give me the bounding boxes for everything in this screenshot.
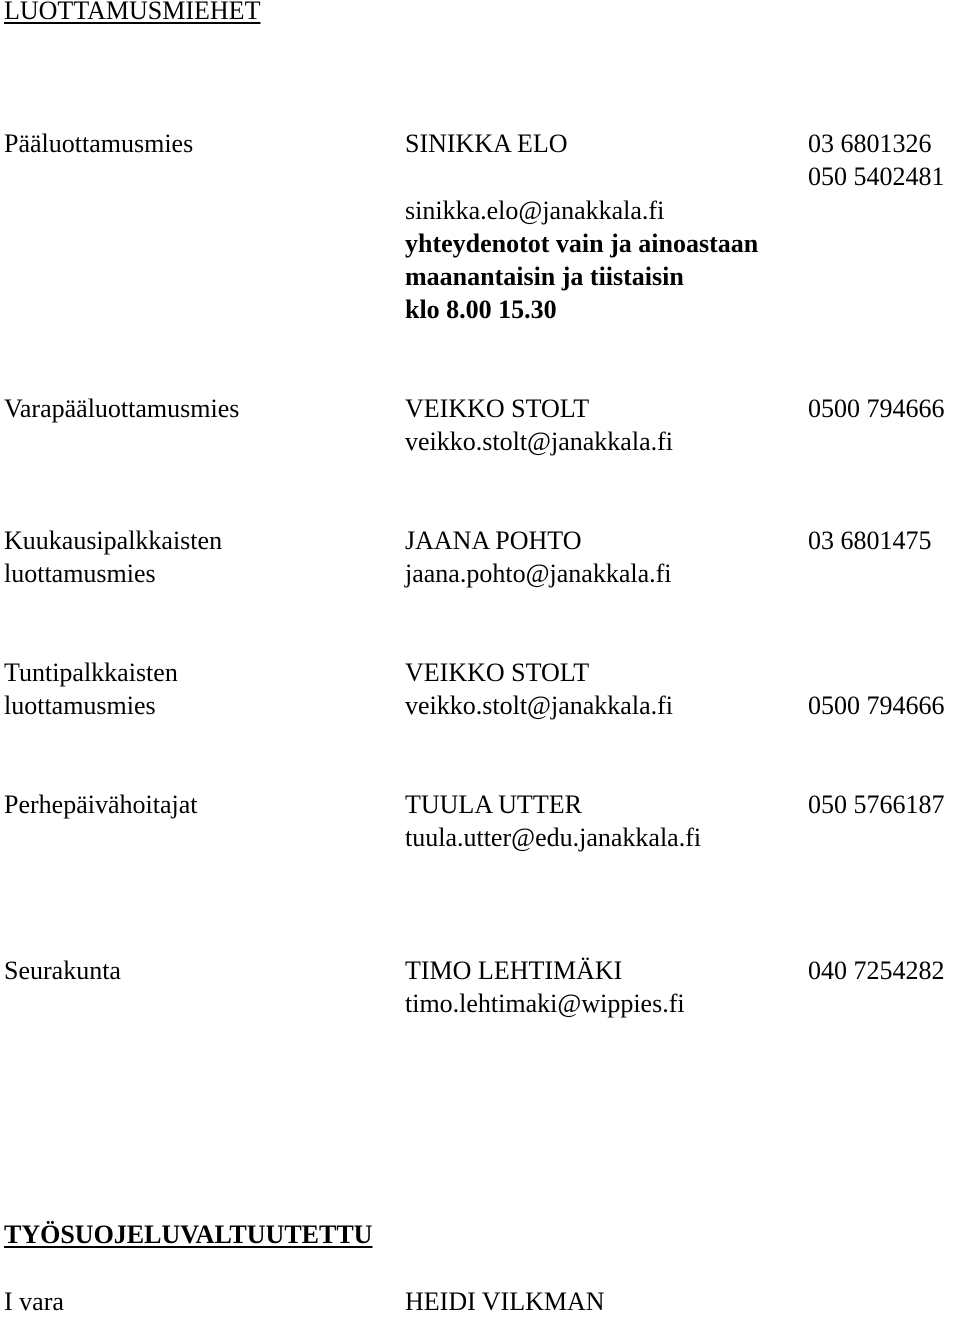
phone-number: 0500 794666 [808,394,945,423]
phone-number: 0500 794666 [808,691,945,720]
contact-name: VEIKKO STOLT [405,394,590,423]
phone-number: 050 5402481 [808,162,945,191]
contact-name: TIMO LEHTIMÄKI [405,956,623,985]
section-title: TYÖSUOJELUVALTUUTETTU [4,1220,373,1249]
email-link[interactable]: jaana.pohto@janakkala.fi [405,559,672,588]
contact-name: HEIDI VILKMAN [405,1287,605,1316]
role-label: Varapääluottamusmies [4,394,240,423]
phone-number: 03 6801475 [808,526,932,555]
contact-note-line: yhteydenotot vain ja ainoastaan [405,229,759,258]
phone-number: 050 5766187 [808,790,945,819]
role-label: Seurakunta [4,956,121,985]
contact-name: TUULA UTTER [405,790,582,819]
role-label: Pääluottamusmies [4,129,194,158]
role-label: luottamusmies [4,559,156,588]
contact-name: SINIKKA ELO [405,129,568,158]
email-link[interactable]: tuula.utter@edu.janakkala.fi [405,823,702,852]
contact-note-line: maanantaisin ja tiistaisin [405,262,684,291]
role-label: Tuntipalkkaisten [4,658,178,687]
contact-name: VEIKKO STOLT [405,658,590,687]
role-label: luottamusmies [4,691,156,720]
contact-name: JAANA POHTO [405,526,582,555]
role-label: Kuukausipalkkaisten [4,526,223,555]
role-label: Perhepäivähoitajat [4,790,198,819]
phone-number: 040 7254282 [808,956,945,985]
email-link[interactable]: veikko.stolt@janakkala.fi [405,427,673,456]
email-link[interactable]: sinikka.elo@janakkala.fi [405,196,665,225]
contact-note-line: klo 8.00 15.30 [405,295,557,324]
role-label: I vara [4,1287,64,1316]
email-link[interactable]: veikko.stolt@janakkala.fi [405,691,673,720]
page-title: LUOTTAMUSMIEHET [4,0,261,25]
phone-number: 03 6801326 [808,129,932,158]
email-link[interactable]: timo.lehtimaki@wippies.fi [405,989,685,1018]
